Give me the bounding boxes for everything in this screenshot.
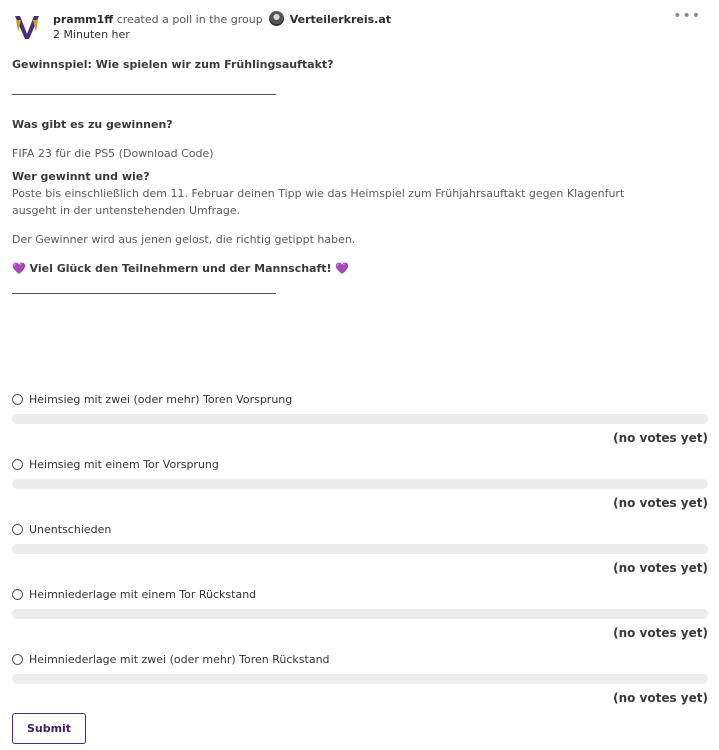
submit-button[interactable]: Submit	[12, 713, 86, 744]
good-luck-text: Viel Glück den Teilnehmern und der Mannschaft!	[29, 262, 332, 275]
vote-progress-bar	[12, 414, 708, 424]
more-options-icon[interactable]: •••	[673, 8, 701, 24]
good-luck-line	[12, 260, 702, 277]
poll	[12, 390, 708, 715]
divider	[12, 293, 276, 294]
action-text: created a poll in the group	[116, 13, 263, 26]
poll-option	[12, 650, 708, 715]
vote-count: (no votes yet)	[613, 561, 708, 575]
post-author-line	[53, 11, 391, 26]
poll-option-label: Unentschieden	[29, 522, 112, 536]
radio-button[interactable]	[12, 459, 23, 470]
radio-button[interactable]	[12, 524, 23, 535]
poll-option-choice[interactable]	[12, 390, 708, 408]
vote-count: (no votes yet)	[613, 431, 708, 445]
poll-option	[12, 390, 708, 455]
heart-icon: 💜	[12, 262, 26, 275]
prize-text: FIFA 23 für die PS5 (Download Code)	[12, 147, 214, 160]
who-text: Poste bis einschließlich dem 11. Februar deinen Tipp wie das Heimspiel zum Frühjahrsauftakt gegen Klagenfurt ausgeht in der untenstehenden Umfrage.	[12, 187, 625, 217]
post-title: Gewinnspiel: Wie spielen wir zum Frühlingsauftakt?	[12, 58, 334, 71]
poll-option	[12, 520, 708, 585]
poll-option-choice[interactable]	[12, 520, 708, 538]
group-logo-avatar[interactable]	[11, 10, 43, 42]
post-header	[11, 8, 707, 48]
radio-button[interactable]	[12, 589, 23, 600]
poll-option-label: Heimniederlage mit zwei (oder mehr) Toren Rückstand	[29, 652, 330, 666]
poll-option-label: Heimsieg mit zwei (oder mehr) Toren Vorsprung	[29, 392, 293, 406]
draw-text: Der Gewinner wird aus jenen gelost, die richtig getippt haben.	[12, 233, 356, 246]
poll-option-choice[interactable]	[12, 650, 708, 668]
post-timestamp[interactable]: 2 Minuten her	[53, 28, 130, 41]
vote-count: (no votes yet)	[613, 691, 708, 705]
post-body	[12, 56, 702, 294]
radio-button[interactable]	[12, 654, 23, 665]
prize-heading: Was gibt es zu gewinnen?	[12, 118, 173, 131]
who-heading: Wer gewinnt und wie?	[12, 170, 150, 183]
vote-progress-bar	[12, 479, 708, 489]
vote-progress-bar	[12, 674, 708, 684]
heart-icon: 💜	[335, 262, 350, 275]
vote-progress-bar	[12, 609, 708, 619]
poll-option	[12, 455, 708, 520]
poll-option-label: Heimsieg mit einem Tor Vorsprung	[29, 457, 219, 471]
vote-progress-bar	[12, 544, 708, 554]
group-link[interactable]: Verteilerkreis.at	[289, 13, 392, 26]
radio-button[interactable]	[12, 394, 23, 405]
poll-option	[12, 585, 708, 650]
group-icon	[269, 11, 284, 26]
poll-option-label: Heimniederlage mit einem Tor Rückstand	[29, 587, 257, 601]
vote-count: (no votes yet)	[613, 496, 708, 510]
vote-count: (no votes yet)	[613, 626, 708, 640]
poll-option-choice[interactable]	[12, 585, 708, 603]
poll-option-choice[interactable]	[12, 455, 708, 473]
author-link[interactable]: pramm1ff	[53, 13, 114, 26]
